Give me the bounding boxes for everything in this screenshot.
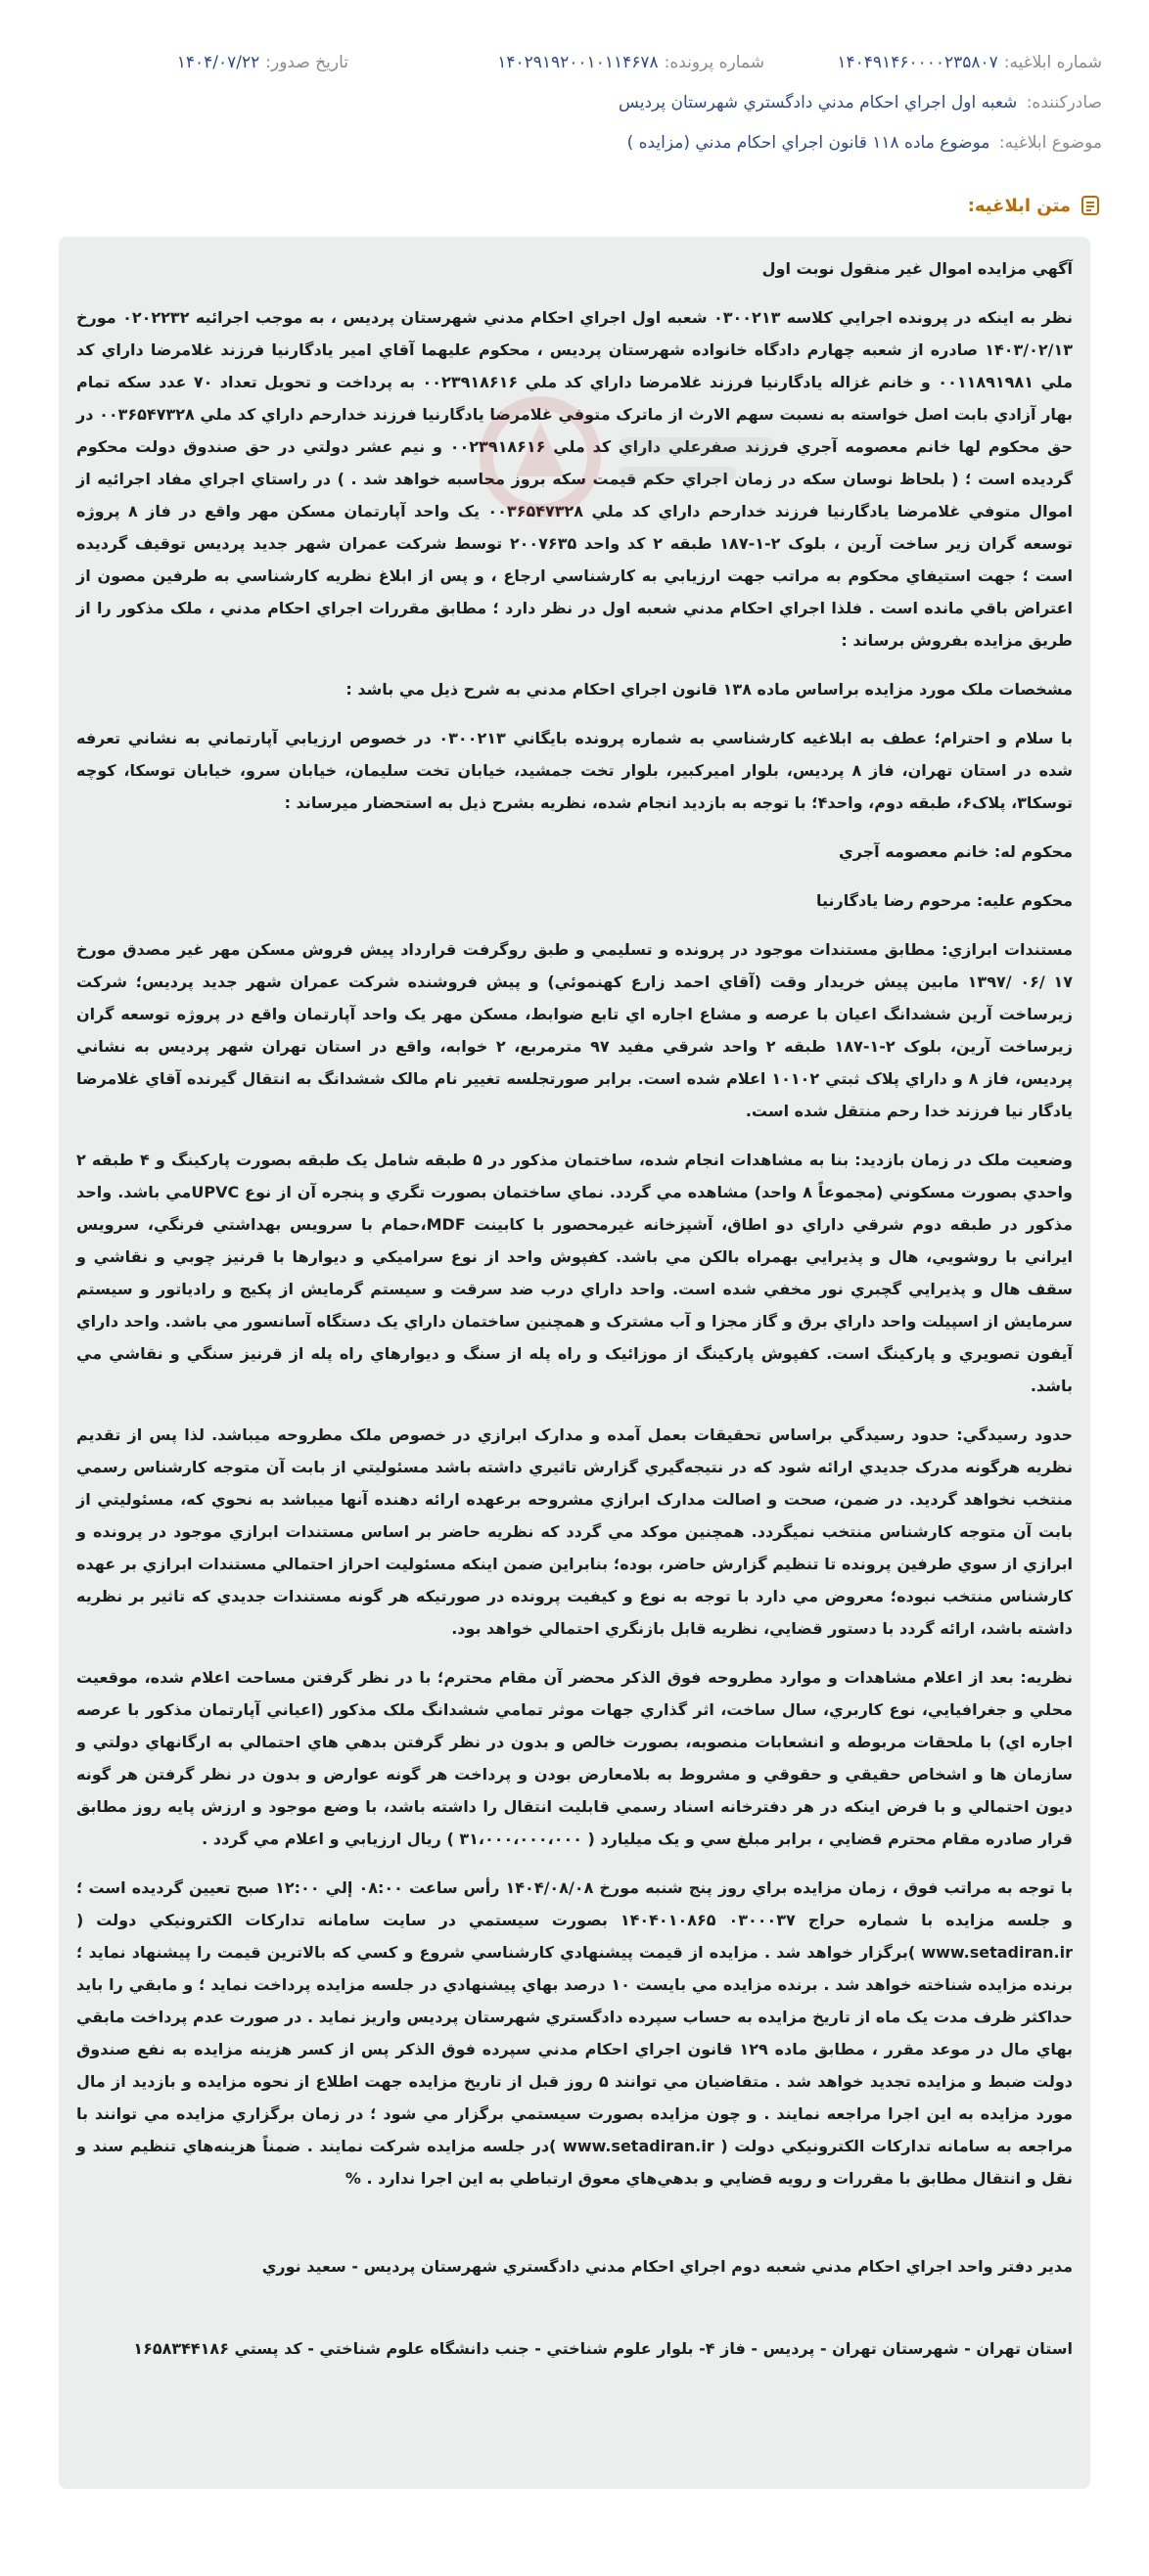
property-spec-intro: مشخصات ملک مورد مزايده براساس ماده ۱۳۸ قانون اجراي احکام مدني به شرح ذيل مي باشد : [345,680,1073,699]
case-number [348,49,764,76]
issue-date-value: ۱۴۰۴/۰۷/۲۲ [176,53,260,72]
notice-body-panel [59,237,1090,2489]
issue-date-label: تاريخ صدور: [265,53,348,72]
case-number-value: ۱۴۰۲۹۱۹۲۰۰۱۰۱۱۴۶۷۸ [497,53,659,72]
judgment-creditor: محکوم له: خانم معصومه آجري [839,842,1073,861]
address-line: استان تهران - شهرستان تهران - پرديس - فاز ۴- بلوار علوم شناختي - جنب دانشگاه علوم شناختي - کد پستي ۱۶۵۸۳۴۴۱۸۶ [133,2339,1073,2358]
notice-number-value: ۱۴۰۴۹۱۴۶۰۰۰۰۲۳۵۸۰۷ [837,53,998,72]
document-icon [1079,194,1102,217]
review-scope-paragraph: حدود رسيدگي: حدود رسيدگي براساس تحقيقات بعمل آمده و مدارک ابرازي در خصوص ملک مطروحه ميباشد. لذا پس از تقديم نظريه هرگونه مدرک جديدي ارائه شود که در نتيجه‌گيري گزارش تاثيري داشته باشد مسئوليتي از بابت آن متوجه کارشناس رسمي منتخب نخواهد گرديد. در ضمن، صحت و اصالت مدارک ابرازي مشروحه برعهده ارائه دهنده آنها ميباشد به نحوي که، مسئوليتي از بابت آن متوجه کارشناس منتخب نميگردد. همچنين موکد مي گردد که نظريه حاضر بر اساس مستندات ابرازي موجود در پرونده و ابرازي از سوي طرفين پرونده تا تنظيم گزارش حاضر، بوده؛ بنابراين ضمن اينکه مسئوليت احراز احتمالي مستندات ابرازي بر عهده کارشناس منتخب نبوده؛ معروض مي دارد با توجه به نوع و کيفيت پرونده در صورتيکه هر گونه مستندات جديدي که تاثير بر نظريه داشته باشد، ارائه گردد با دستور قضايي، نظريه قابل بازنگري احتمالي خواهد بود. [76,1425,1073,1638]
notice-header [47,49,1102,157]
section-title-text: متن ابلاغيه: [967,195,1071,216]
section-title [968,194,1102,217]
documents-paragraph: مستندات ابرازي: مطابق مستندات موجود در پرونده و تسليمي و طبق روگرفت قرارداد پيش فروش مسکن مهر غير مصدق مورخ ۱۷ /۰۶ /۱۳۹۷ مابين پيش خريدار وقت (آقاي احمد زارع کهنموئي) و پيش فروشنده شرکت عمران شهر جديد پرديس؛ شرکت زيرساخت آرين ششدانگ اعيان با عرصه و مشاع اجاره اي تابع ضوابط، مسکن مهر يک واحد آپارتمان واقع در پروژه توسعه گران زيرساخت آرين، بلوک ۲-۱-۱۸۷ طبقه ۲ واحد شرقي مفيد ۹۷ مترمربع، ۲ خوابه، واقع در استان تهران شهر پرديس به نشاني پرديس، فاز ۸ و داراي پلاک ثبتي ۱۰۱۰۲ اعلام شده است. برابر صورتجلسه تغيير نام مالک ششدانگ به انتقال گيرنده آقاي غلامرضا يادگار نيا فرزند خدا رحم منتقل شده است. [76,940,1073,1120]
property-status-paragraph: وضعيت ملک در زمان بازديد: بنا به مشاهدات انجام شده، ساختمان مذکور در ۵ طبقه شامل يک طبقه بصورت پارکينگ و ۴ طبقه ۲ واحدي بصورت مسکوني (مجموعاً ۸ واحد) مشاهده مي گردد. نماي ساختمان بصورت تگري و پنجره آن از نوع UPVCمي باشد. واحد مذکور در طبقه دوم شرقي داراي دو اطاق، آشپزخانه غيرمحصور با کابينت MDF،حمام با سرويس بهداشتي فرنگي، سرويس ايراني با روشويي، هال و پذيرايي بهمراه بالکن مي باشد. کفپوش واحد از نوع سراميکي و ديوارها با قرنيز چوبي و نقاشي و سقف هال و پذيرايي گچبري نور مخفي شده است. واحد داراي درب ضد سرقت و سيستم گرمايش از پکيج و رادياتور و سيستم سرمايش از اسپيلت واحد داراي برق و گاز مجزا و آب مشترک و همچنين ساختمان داراي يک دستگاه آسانسور مي باشد. واحد داراي آيفون تصويري و پارکينگ است. کفپوش پارکينگ از موزائيک و راه پله از سنگ و ديوارهاي راه پله از قرنيز سنگي و نقاشي مي باشد. [76,1151,1074,1395]
meta-row [47,49,1102,76]
expert-intro-paragraph: با سلام و احترام؛ عطف به ابلاغيه کارشناسي به شماره پرونده بايگاني ۰۳۰۰۲۱۳ در خصوص ارزيابي آپارتماني به نشاني تعرفه شده در استان تهران، فاز ۸ پرديس، بلوار اميرکبير، بلوار تخت جمشيد، خيابان تخت سليمان، خيابان سرو، خيابان توسکا، کوچه توسکا۳، پلاک۶، طبقه دوم، واحد۴؛ با توجه به بازديد انجام شده، نظريه بشرح ذيل به استحضار ميرساند : [76,729,1074,812]
signatory-line: مدير دفتر واحد اجراي احکام مدني شعبه دوم اجراي احکام مدني دادگستري شهرستان پرديس - سعيد نوري [261,2257,1073,2276]
notice-number [764,49,1102,76]
case-number-label: شماره پرونده: [664,53,764,72]
subject-row [47,129,1102,157]
issue-date [177,49,348,76]
notice-heading: آگهي مزايده اموال غير منقول نوبت اول [761,259,1073,278]
issuer-label: صادرکننده: [1026,93,1102,113]
notice-body [59,237,1090,2365]
subject-value: موضوع ماده ۱۱۸ قانون اجراي احکام مدني (مزايده ) [626,133,990,153]
issuer-row [47,89,1102,116]
expert-opinion-paragraph: نظريه: بعد از اعلام مشاهدات و موارد مطروحه فوق الذکر محضر آن مقام محترم؛ با در نظر گرفتن مساحت اعلام شده، موقعيت محلي و جغرافيايي، نوع کاربري، سال ساخت، اثر گذاري جهات موثر تمامي ششدانگ ملک مذکور (اعياني آپارتمان مذکور با عرصه اجاره اي) با ملحقات مربوطه و انشعابات منصوبه، بصورت خالص و بدون در نظر گرفتن بدهي هاي احتمالي به ارگانهاي دولتي و سازمان ها و اشخاص حقيقي و حقوقي و مشروط به بلامعارض بودن و پرداخت هر گونه عوارض و بدون در نظر گرفتن هر گونه ديون احتمالي و با فرض اينکه در هر دفترخانه اسناد رسمي قابليت انتقال را داشته باشد، با وضع موجود و ارزش پايه روز مطابق قرار صادره مقام محترم قضايي ، برابر مبلغ سي و يک ميليارد ( ۳۱،۰۰۰،۰۰۰،۰۰۰ ) ريال ارزيابي و اعلام مي گردد . [76,1668,1073,1848]
subject-label: موضوع ابلاغيه: [998,133,1102,153]
auction-terms-paragraph: با توجه به مراتب فوق ، زمان مزايده براي روز پنج شنبه مورخ ۱۴۰۴/۰۸/۰۸ رأس ساعت ۰۸:۰۰ إلي ۱۲:۰۰ صبح تعيين گرديده است ؛ و جلسه مزايده با شماره حراج ۰۳۰۰۰۳۷ ۱۴۰۴۰۱۰۸۶۵ بصورت سيستمي در سايت سامانه تدارکات الکترونيکي دولت ( www.setadiran.ir )برگزار خواهد شد . مزايده از قيمت پيشنهادي کارشناسي شروع و کسي که بالاترين قيمت را پيشنهاد نمايد ؛ برنده مزايده شناخته خواهد شد . برنده مزايده مي بايست ۱۰ درصد بهاي پيشنهادي در جلسه مزايده پرداخت نمايد ؛ و مابقي را بايد حداکثر ظرف مدت يک ماه از تاريخ مزايده به حساب سپرده دادگستري شهرستان پرديس واريز نمايد . در صورت عدم پرداخت مابقي بهاي مال در موعد مقرر ، مطابق ماده ۱۲۹ قانون اجراي احکام مدني سپرده فوق الذکر پس از کسر هزينه مزايده به نفع صندوق دولت ضبط و مزايده تجديد خواهد شد . متقاضيان مي توانند ۵ روز قبل از تاريخ مزايده جهت اطلاع از نحوه مزايده و بازديد از مال مورد مزايده به اين اجرا مراجعه نمايند . و چون مزايده بصورت سيستمي برگزار مي شود ؛ در زمان برگزاري مزايده مي توانند با مراجعه به سامانه تدارکات الکترونيکي دولت ( www.setadiran.ir )در جلسه مزايده شرکت نمايند . ضمناً هزينه‌هاي تنظيم سند و نقل و انتقال مطابق با مقررات و رويه قضايي و بدهي‌هاي معوق ارتباطي به اين اجرا ندارد . % [76,1878,1074,2188]
case-summary-paragraph: نظر به اينکه در پرونده اجرايي کلاسه ۰۳۰۰۲۱۳ شعبه اول اجراي احکام مدني شهرستان پرديس ، به موجب اجرائيه ۰۲۰۲۲۳۲ مورخ ۱۴۰۳/۰۲/۱۳ صادره از شعبه چهارم دادگاه خانواده شهرستان پرديس ، محکوم عليهما آقاي امير يادگارنيا فرزند غلامرضا داراي کد ملي ۰۰۱۱۸۹۱۹۸۱ و خانم غزاله يادگارنيا فرزند غلامرضا داراي کد ملي ۰۰۲۳۹۱۸۶۱۶ به پرداخت و تحويل تعداد ۷۰ عدد سکه تمام بهار آزادي بابت اصل خواسته به نسبت سهم الارث از ماترک متوفي غلامرضا يادگارنيا فرزند خدارحم داراي کد ملي ۰۰۳۶۵۴۷۳۲۸ در حق محکوم لها خانم معصومه آجري فرزند صفرعلي داراي کد ملي ۰۰۲۳۹۱۸۶۱۶ و نيم عشر دولتي در حق صندوق دولت محکوم گرديده است ؛ ( بلحاظ نوسان سکه در زمان اجراي حکم قيمت سکه بروز محاسبه خواهد شد . ) در راستاي اجراي مفاد اجرائيه از اموال متوفي غلامرضا يادگارنيا فرزند خدارحم داراي کد ملي ۰۰۳۶۵۴۷۳۲۸ يک واحد آپارتمان مسکن مهر واقع در فاز ۸ پروژه توسعه گران زير ساخت آرين ، بلوک ۲-۱-۱۸۷ طبقه ۲ کد واحد ۲۰۰۷۶۳۵ توسط شرکت عمران شهر جديد پرديس توقيف گرديده است ؛ جهت استيفاي محکوم به مراتب جهت ارزيابي به کارشناسي ارجاع ، و پس از ابلاغ نظريه کارشناسي به طرفين مصون از اعتراض باقي مانده است . فلذا اجراي احکام مدني شعبه اول در نظر دارد ؛ مطابق مقررات اجراي احکام مدني ، ملک مذکور را از طريق مزايده بفروش برساند : [76,308,1074,650]
judgment-debtor: محکوم عليه: مرحوم رضا يادگارنيا [816,891,1073,910]
issuer-value: شعبه اول اجراي احکام مدني دادگستري شهرستان پرديس [619,93,1018,113]
notice-number-label: شماره ابلاغيه: [1003,53,1102,72]
